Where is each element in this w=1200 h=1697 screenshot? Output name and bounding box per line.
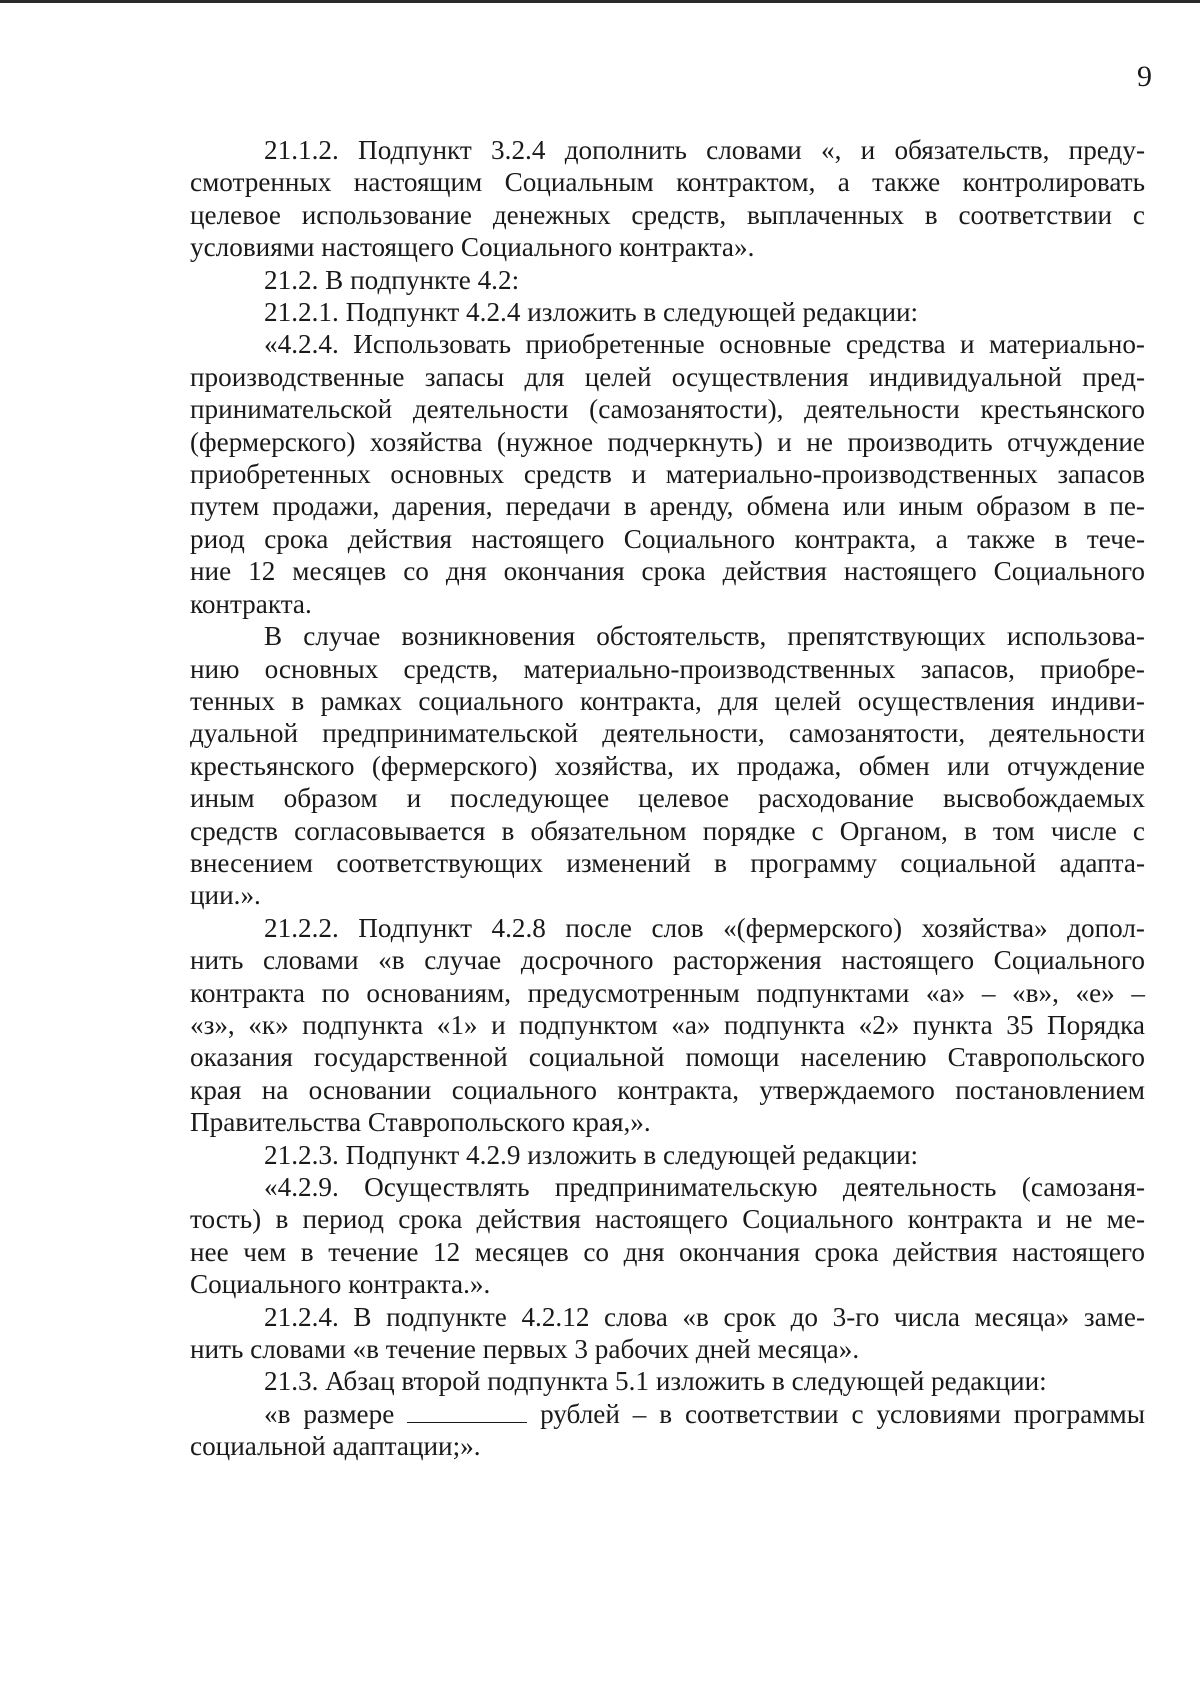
- text-line: внесением соответствующих изменений в программу социальной адапта-: [190, 847, 1145, 878]
- text-line: В случае возникновения обстоятельств, препятствующих использова-: [264, 621, 1145, 652]
- text-line: контракта.: [190, 588, 312, 619]
- text-line: приобретенных основных средств и материально-производственных запасов: [190, 459, 1145, 490]
- text-line: 21.2. В подпункте 4.2:: [264, 264, 520, 295]
- text-line: края на основании социального контракта, утверждаемого постановлением: [190, 1074, 1145, 1105]
- text-line: «4.2.4. Использовать приобретенные основные средства и материально-: [264, 329, 1145, 360]
- text-line: ции.».: [190, 880, 261, 911]
- page-number: 9: [1137, 60, 1152, 93]
- text-line: путем продажи, дарения, передачи в аренду, обмена или иным образом в пе-: [190, 491, 1145, 522]
- amount-blank-field: [407, 1400, 527, 1423]
- text-line: 21.3. Абзац второй подпункта 5.1 изложить в следующей редакции:: [264, 1366, 1047, 1397]
- text-line: Социального контракта.».: [190, 1269, 491, 1300]
- document-body: [190, 134, 1145, 1463]
- text-line: крестьянского (фермерского) хозяйства, их продажа, обмен или отчуждение: [190, 750, 1145, 781]
- text-line: средств согласовывается в обязательном порядке с Органом, в том числе с: [190, 815, 1145, 846]
- text-line: условиями настоящего Социального контракта».: [190, 232, 755, 263]
- text-line: социальной адаптации;».: [190, 1431, 481, 1462]
- text-line: оказания государственной социальной помощи населению Ставропольского: [190, 1042, 1145, 1073]
- text-line: тенных в рамках социального контракта, для целей осуществления индиви-: [190, 685, 1145, 716]
- text-line: нее чем в течение 12 месяцев со дня окончания срока действия настоящего: [190, 1236, 1145, 1267]
- text-line-with-blank: [190, 1398, 1145, 1430]
- scan-top-edge: [0, 0, 1200, 3]
- text-line: риод срока действия настоящего Социального контракта, а также в тече-: [190, 523, 1145, 554]
- text-line: «4.2.9. Осуществлять предпринимательскую деятельность (самозаня-: [264, 1172, 1145, 1202]
- text-line: тость) в период срока действия настоящего Социального контракта и не ме-: [190, 1204, 1145, 1235]
- text-line: нию основных средств, материально-производственных запасов, приобре-: [190, 653, 1145, 684]
- text-line: смотренных настоящим Социальным контрактом, а также контролировать: [190, 167, 1145, 198]
- text-line: иным образом и последующее целевое расходование высвобождаемых: [190, 783, 1145, 814]
- text-line: производственные запасы для целей осуществления индивидуальной пред-: [190, 361, 1145, 392]
- text-line: Правительства Ставропольского края,».: [190, 1107, 651, 1138]
- text-line: ние 12 месяцев со дня окончания срока действия настоящего Социального: [190, 556, 1145, 587]
- text-line: нить словами «в течение первых 3 рабочих дней месяца».: [190, 1334, 860, 1365]
- amount-suffix-text: рублей – в соответствии с условиями программы: [540, 1398, 1146, 1429]
- text-line: (фермерского) хозяйства (нужное подчеркнуть) и не производить отчуждение: [190, 426, 1145, 457]
- text-line: нить словами «в случае досрочного расторжения настоящего Социального: [190, 945, 1145, 976]
- text-line: контракта по основаниям, предусмотренным подпунктами «а» – «в», «е» –: [190, 977, 1145, 1008]
- text-line: 21.2.3. Подпункт 4.2.9 изложить в следующей редакции:: [264, 1139, 919, 1170]
- text-line: 21.1.2. Подпункт 3.2.4 дополнить словами «, и обязательств, преду-: [264, 135, 1145, 165]
- amount-prefix-text: «в размере: [264, 1398, 395, 1429]
- text-line: принимательской деятельности (самозанятости), деятельности крестьянского: [190, 394, 1145, 425]
- text-line: 21.2.1. Подпункт 4.2.4 изложить в следующей редакции:: [264, 297, 919, 328]
- text-line: дуальной предпринимательской деятельности, самозанятости, деятельности: [190, 718, 1145, 749]
- text-line: целевое использование денежных средств, выплаченных в соответствии с: [190, 199, 1145, 230]
- text-line: 21.2.2. Подпункт 4.2.8 после слов «(фермерского) хозяйства» допол-: [264, 912, 1145, 943]
- text-line: 21.2.4. В подпункте 4.2.12 слова «в срок до 3-го числа месяца» заме-: [264, 1301, 1145, 1332]
- text-line: «з», «к» подпункта «1» и подпунктом «а» подпункта «2» пункта 35 Порядка: [190, 1009, 1145, 1040]
